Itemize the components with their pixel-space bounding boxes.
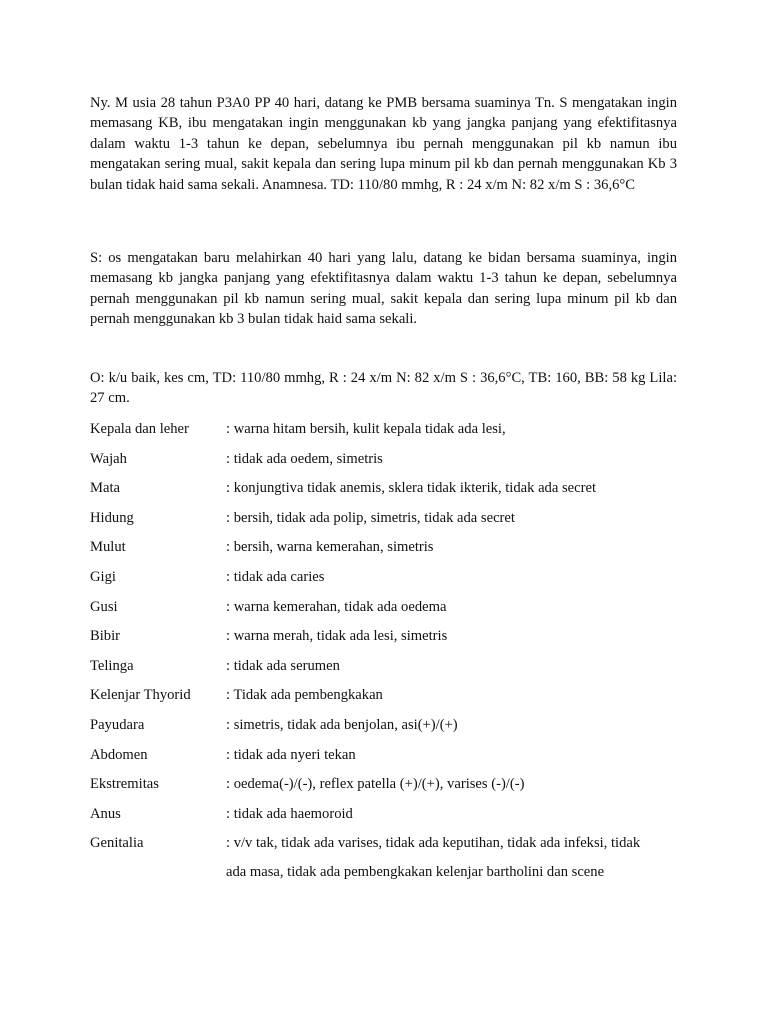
case-description-paragraph: Ny. M usia 28 tahun P3A0 PP 40 hari, datang ke PMB bersama suaminya Tn. S mengatakan ingin memasang KB, ibu mengatakan ingin menggunakan kb yang jangka panjang yang efektifitasnya dalam waktu 1-3 tahun ke depan, sebelumnya ibu pernah menggunakan pil kb namun ibu mengatakan sering mual, sakit kepala dan sering lupa minum pil kb dan pernah menggunakan Kb 3 bulan tidak haid sama sekali. Anamnesa. TD: 110/80 mmhg, R : 24 x/m N: 82 x/m S : 36,6°C [90, 95, 677, 193]
exam-row-ekstremitas [90, 774, 690, 804]
exam-row-mata [90, 478, 690, 508]
exam-value: : tidak ada serumen [226, 657, 340, 674]
exam-label: Abdomen [90, 746, 148, 763]
exam-value: : bersih, tidak ada polip, simetris, tidak ada secret [226, 509, 515, 526]
exam-label: Gusi [90, 598, 118, 615]
exam-value: : tidak ada nyeri tekan [226, 746, 356, 763]
exam-label: Hidung [90, 509, 134, 526]
exam-label: Bibir [90, 628, 120, 645]
exam-value: : tidak ada haemoroid [226, 805, 353, 822]
exam-value: : Tidak ada pembengkakan [226, 687, 383, 704]
exam-label: Anus [90, 805, 121, 822]
exam-value: : warna hitam bersih, kulit kepala tidak ada lesi, [226, 421, 506, 437]
exam-label: Kepala dan leher [90, 421, 189, 437]
exam-row-telinga [90, 656, 690, 686]
exam-value: : tidak ada oedem, simetris [226, 450, 383, 467]
exam-value: : simetris, tidak ada benjolan, asi(+)/(+) [226, 716, 458, 733]
exam-label: Telinga [90, 657, 134, 674]
exam-row-payudara [90, 715, 690, 745]
exam-row-abdomen [90, 745, 690, 775]
exam-label: Ekstremitas [90, 776, 159, 793]
exam-row-genitalia [90, 833, 690, 887]
exam-value-line-1: : v/v tak, tidak ada varises, tidak ada keputihan, tidak ada infeksi, tidak [226, 834, 641, 851]
exam-row-kepala-leher [90, 419, 690, 449]
exam-label: Mulut [90, 539, 126, 556]
exam-label: Mata [90, 480, 120, 497]
exam-row-hidung [90, 508, 690, 538]
exam-label: Kelenjar Thyorid [90, 687, 191, 704]
exam-value: : tidak ada caries [226, 568, 325, 585]
exam-row-gusi [90, 597, 690, 627]
exam-row-gigi [90, 567, 690, 597]
exam-row-mulut [90, 537, 690, 567]
exam-value: : konjungtiva tidak anemis, sklera tidak ikterik, tidak ada secret [226, 480, 597, 497]
exam-value-line-2: ada masa, tidak ada pembengkakan kelenjar bartholini dan scene [226, 864, 605, 881]
objective-paragraph: O: k/u baik, kes cm, TD: 110/80 mmhg, R : 24 x/m N: 82 x/m S : 36,6°C, TB: 160, BB: 58 kg Lila: 27 cm. [90, 370, 677, 407]
exam-label: Gigi [90, 568, 116, 585]
exam-row-bibir [90, 626, 690, 656]
subjective-paragraph: S: os mengatakan baru melahirkan 40 hari yang lalu, datang ke bidan bersama suaminya, ingin memasang kb jangka panjang yang efektifitasnya dalam waktu 1-3 tahun ke depan, sebelumnya pernah menggunakan pil kb namun sering mual, sakit kepala dan sering lupa minum pil kb dan pernah menggunakan kb 3 bulan tidak haid sama sekali. [90, 250, 677, 328]
exam-label: Wajah [90, 450, 127, 467]
exam-label: Genitalia [90, 835, 144, 852]
exam-row-kelenjar-thyorid [90, 685, 690, 715]
exam-value: : warna kemerahan, tidak ada oedema [226, 598, 447, 615]
exam-value-multiline [226, 829, 640, 888]
exam-value: : oedema(-)/(-), reflex patella (+)/(+), varises (-)/(-) [226, 776, 525, 793]
exam-row-wajah [90, 449, 690, 479]
exam-value: : bersih, warna kemerahan, simetris [226, 539, 434, 556]
exam-label: Payudara [90, 716, 145, 733]
physical-exam-list [90, 419, 690, 888]
exam-value: : warna merah, tidak ada lesi, simetris [226, 628, 448, 645]
